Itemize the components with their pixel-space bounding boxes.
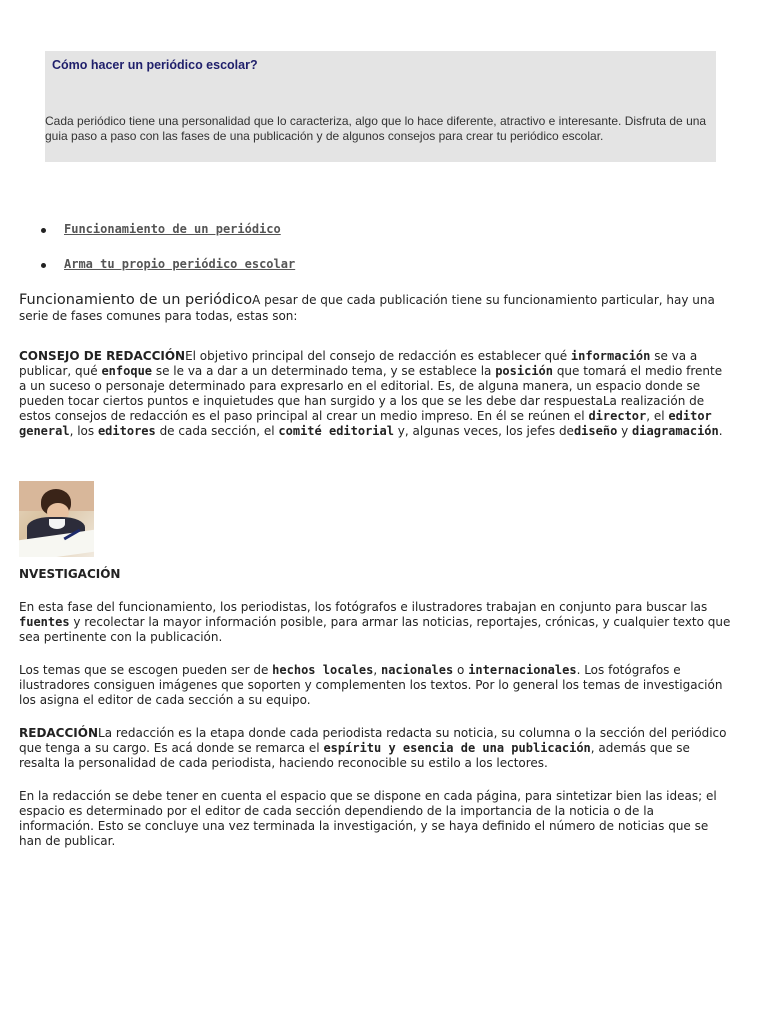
paragraph-redaccion-2: En la redacción se debe tener en cuenta el espacio que se dispone en cada página, para sintetizar bien las ideas; el espacio es determinado por el editor de cada sección dependiendo de la importancia de la noticia o de la información. Esto se concluye una vez terminada la investigación, y se haya definido el número de noticias que se han de publicar. [19,789,717,848]
bold-term: hechos locales [272,663,374,677]
text-run: y recolectar la mayor información posible, para armar las noticias, reportajes, crónicas, y cualquier texto que sea pertinente con la publicación. [19,615,731,644]
bold-term: espíritu y esencia de una publicación [323,741,591,755]
bold-term: internacionales [468,663,577,677]
bold-term: editor general [19,409,712,438]
students-photo [19,481,94,557]
bold-term: diagramación [632,424,719,438]
bold-term: comité editorial [278,424,394,438]
text-run: , el [646,409,669,423]
section-intro-text: A pesar de que cada publicación tiene su funcionamiento particular, hay una serie de fases comunes para todas, estas son: [19,293,715,323]
text-run: se va a publicar, qué [19,349,698,378]
text-run: , además que se resalta la personalidad de cada periodista, haciendo reconocible su estilo a los lectores. [19,741,690,770]
text-run: y [617,424,633,438]
bold-term: información [570,349,651,363]
bold-term: editores [97,424,156,438]
text-run: . [718,424,723,438]
text-run: , los [69,424,98,438]
consejo-label: CONSEJO DE REDACCIÓN [19,349,186,363]
paragraph-investigacion-1 [19,600,731,645]
redaccion-label: REDACCIÓN [19,726,99,740]
text-run: o [453,663,469,677]
bullet-icon [41,263,46,268]
intro-text: Cada periódico tiene una personalidad que lo caracteriza, algo que lo hace diferente, atractivo e interesante. Disfruta de una guia paso a paso con las fases de una publicación y de algunos consejos para crear tu periódico escolar. [45,114,707,143]
text-run: Los temas que se escogen pueden ser de [19,663,273,677]
text-run: de cada sección, el [155,424,279,438]
investigacion-label: NVESTIGACIÓN [19,567,121,581]
bullet-icon [41,228,46,233]
section-funcionamiento [19,292,731,324]
paragraph-redaccion-1 [19,726,731,771]
text-run: y, algunas veces, los jefes de [393,424,574,438]
section-heading: Funcionamiento de un periódico [19,292,253,308]
text-run: La realización de estos consejos de redacción es el paso principal al crear un medio impreso. En él se reúnen el [19,394,705,423]
bold-term: nacionales [380,663,454,677]
paragraph-consejo [19,349,731,439]
bold-term: fuentes [19,615,70,629]
text-run: que tomará el medio frente a un suceso o personaje determinado para expresarlo en el editorial. Es, de alguna manera, un espacio donde se pueden tocar ciertos puntos e inquietudes que han surgido y a los que se les debe dar respuesta [19,364,723,408]
intro-box [45,51,716,162]
investigacion-label-line [19,567,731,582]
photo-collar [49,519,65,529]
bold-term: diseño [573,424,618,438]
link-arma-periodico[interactable]: Arma tu propio periódico escolar [64,257,296,271]
text-run: La redacción es la etapa donde cada periodista redacta su noticia, su columna o la sección del periódico que tenga a su cargo. Es acá donde se remarca el [19,726,727,755]
article-body [19,292,731,849]
text-run: se le va a dar a un determinado tema, y se establece la [152,364,496,378]
text-run: . Los fotógrafos e ilustradores consiguen imágenes que soporten y complementen los textos. Por lo general los temas de investigación los asigna el editor de cada sección a su equipo. [19,663,723,707]
intro-title: Cómo hacer un periódico escolar? [52,58,258,72]
text-run: En esta fase del funcionamiento, los periodistas, los fotógrafos e ilustradores trabajan en conjunto para buscar las [19,600,708,614]
bold-term: enfoque [101,364,153,378]
text-run: , [373,663,381,677]
bold-term: posición [495,364,553,378]
text-run: El objetivo principal del consejo de redacción es establecer qué [185,349,571,363]
link-funcionamiento[interactable]: Funcionamiento de un periódico [64,222,281,236]
bold-term: director [588,409,647,423]
paragraph-investigacion-2 [19,663,731,708]
